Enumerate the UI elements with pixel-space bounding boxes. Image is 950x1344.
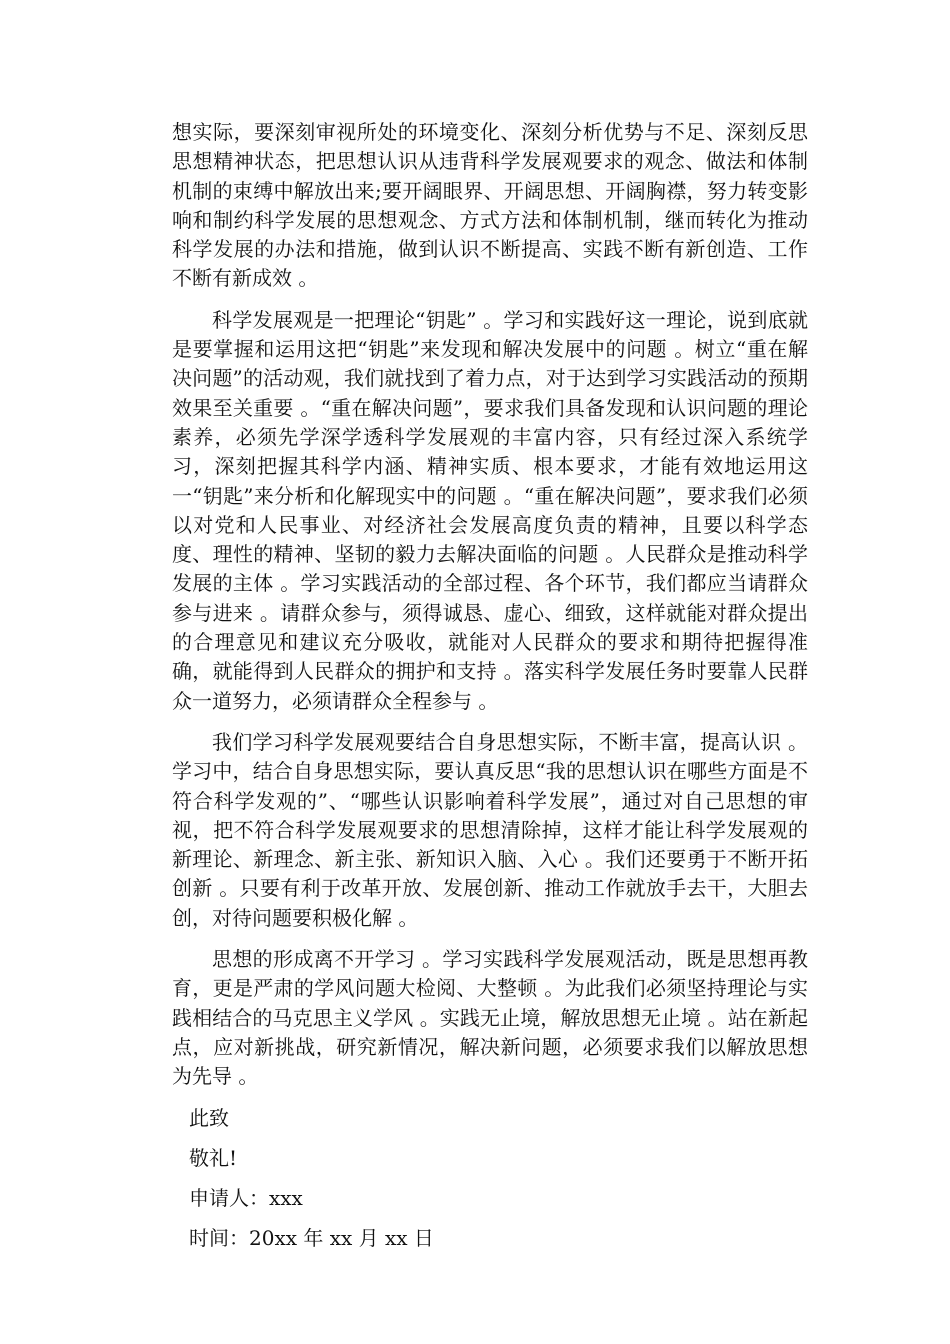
date-line: 时间：20xx 年 xx 月 xx 日 [189, 1226, 434, 1251]
closing-salutation: 此致 [189, 1105, 229, 1130]
paragraph-theory-key: 科学发展观是一把理论“钥匙” 。学习和实践好这一理论，说到底就是要掌握和运用这把“钥匙”来发现和解决发展中的问题 。树立“重在解决问题”的活动观，我们就找到了着力点，对于达到学习实践活动的预期效果至关重要 。“重在解决问题”，要求我们具备发现和认识问题的理论素养，必须先学深学透科学发展观的丰富内容，只有经过深入系统学习，深刻把握其科学内涵、精神实质、根本要求，才能有效地运用这一“钥匙”来分析和化解现实中的问题 。“重在解决问题”，要求我们必须以对党和人民事业、对经济社会发展高度负责的精神，且要以科学态度、理性的精神、坚韧的毅力去解决面临的问题 。人民群众是推动科学发展的主体 。学习实践活动的全部过程、各个环节，我们都应当请群众参与进来 。请群众参与，须得诚恳、虚心、细致，这样就能对群众提出的合理意见和建议充分吸收，就能对人民群众的要求和期待把握得准确，就能得到人民群众的拥护和支持 。落实科学发展任务时要靠人民群众一道努力，必须请群众全程参与 。 [172, 307, 808, 713]
paragraph-self-reflection: 我们学习科学发展观要结合自身思想实际，不断丰富，提高认识 。学习中，结合自身思想实际，要认真反思“我的思想认识在哪些方面是不符合科学发观的”、“哪些认识影响着科学发展”，通过对自己思想的审视，把不符合科学发展观要求的思想清除掉，这样才能让科学发展观的新理论、新理念、新主张、新知识入脑、入心 。我们还要勇于不断开拓创新 。只要有利于改革开放、发展创新、推动工作就放手去干，大胆去创，对待问题要积极化解 。 [172, 729, 808, 930]
document-body [172, 118, 808, 1265]
paragraph-learning: 思想的形成离不开学习 。学习实践科学发展观活动，既是思想再教育，更是严肃的学风问题大检阅、大整顿 。为此我们必须坚持理论与实践相结合的马克思主义学风 。实践无止境，解放思想无止境 。站在新起点，应对新挑战，研究新情况，解决新问题，必须要求我们以解放思想为先导 。 [172, 947, 808, 1089]
closing-regards: 敬礼! [189, 1145, 238, 1170]
applicant-line: 申请人：xxx [189, 1186, 303, 1211]
paragraph-continuation: 想实际，要深刻审视所处的环境变化、深刻分析优势与不足、深刻反思思想精神状态，把思想认识从违背科学发展观要求的观念、做法和体制机制的束缚中解放出来;要开阔眼界、开阔思想、开阔胸襟，努力转变影响和制约科学发展的思想观念、方式方法和体制机制，继而转化为推动科学发展的办法和措施，做到认识不断提高、实践不断有新创造、工作不断有新成效 。 [172, 120, 808, 291]
